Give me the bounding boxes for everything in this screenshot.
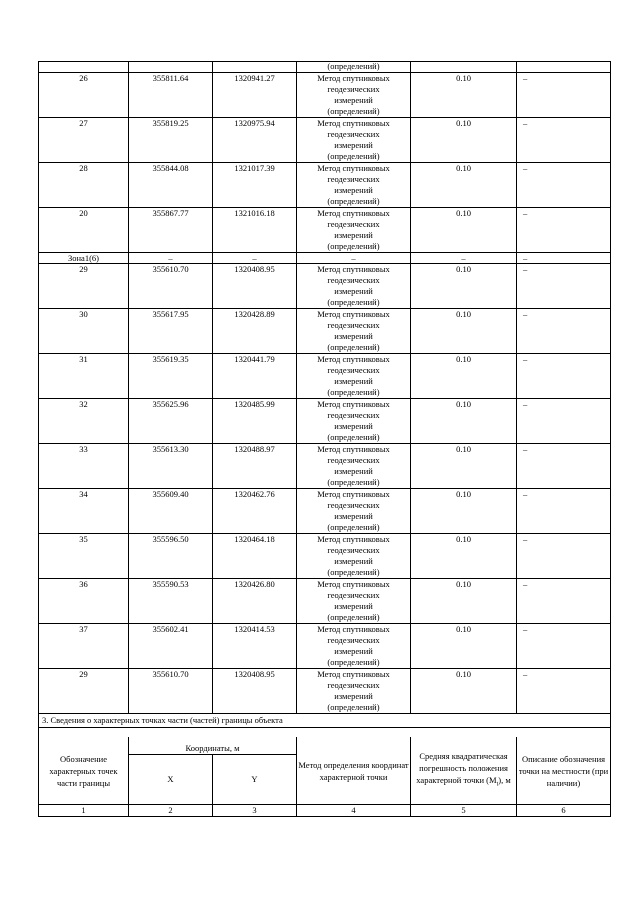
- accuracy-cell: 0.10: [411, 399, 517, 444]
- y-coordinate-cell: 1320488.97: [213, 444, 297, 489]
- x-coordinate-cell: 355590.53: [129, 579, 213, 624]
- point-number-cell: 26: [39, 73, 129, 118]
- x-coordinate-cell: 355602.41: [129, 624, 213, 669]
- table-row: [39, 579, 611, 624]
- table-row: [39, 208, 611, 253]
- accuracy-cell: 0.10: [411, 264, 517, 309]
- point-number-cell: 33: [39, 444, 129, 489]
- method-cell: [297, 444, 411, 489]
- method-cell: [297, 163, 411, 208]
- method-line: геодезических: [327, 275, 380, 285]
- description-cell: –: [517, 444, 611, 489]
- method-line: измерений: [334, 185, 373, 195]
- method-cell: [297, 624, 411, 669]
- zone-label: Зона1(6): [39, 253, 129, 264]
- description-cell: –: [517, 73, 611, 118]
- method-line: Метод спутниковых: [317, 118, 390, 128]
- method-line: измерений: [334, 556, 373, 566]
- point-number-cell: 30: [39, 309, 129, 354]
- method-cell: [297, 264, 411, 309]
- method-line: (определений): [327, 151, 380, 161]
- header-y: Y: [213, 755, 297, 805]
- x-coordinate-cell: 355619.35: [129, 354, 213, 399]
- column-number: 6: [517, 805, 611, 817]
- y-coordinate-cell: 1320485.99: [213, 399, 297, 444]
- y-coordinate-cell: 1320426.80: [213, 579, 297, 624]
- header-point-designation: Обозначение характерных точек части границы: [39, 737, 129, 805]
- x-coordinate-cell: 355867.77: [129, 208, 213, 253]
- x-coordinate-cell: 355617.95: [129, 309, 213, 354]
- accuracy-cell: 0.10: [411, 309, 517, 354]
- method-line: (определений): [327, 657, 380, 667]
- method-cell: [297, 669, 411, 714]
- method-cell: [297, 399, 411, 444]
- method-line: измерений: [334, 376, 373, 386]
- method-line: геодезических: [327, 174, 380, 184]
- method-line: (определений): [327, 702, 380, 712]
- method-line: геодезических: [327, 365, 380, 375]
- point-number-cell: 29: [39, 669, 129, 714]
- x-coordinate-cell: 355819.25: [129, 118, 213, 163]
- table-row: [39, 163, 611, 208]
- method-line: (определений): [327, 297, 380, 307]
- table-row: [39, 624, 611, 669]
- point-number-cell: 34: [39, 489, 129, 534]
- method-line: измерений: [334, 511, 373, 521]
- y-coordinate-cell: 1321017.39: [213, 163, 297, 208]
- method-line: геодезических: [327, 84, 380, 94]
- column-number: 2: [129, 805, 213, 817]
- table-row: [39, 264, 611, 309]
- point-number-cell: 31: [39, 354, 129, 399]
- x-coordinate-cell: 355609.40: [129, 489, 213, 534]
- method-line: (определений): [327, 387, 380, 397]
- method-line: Метод спутниковых: [317, 264, 390, 274]
- method-cell: [297, 534, 411, 579]
- method-line: Метод спутниковых: [317, 489, 390, 499]
- x-coordinate-cell: 355596.50: [129, 534, 213, 579]
- method-line: измерений: [334, 230, 373, 240]
- header-method: Метод определения координат характерной точки: [297, 737, 411, 805]
- table-row: [39, 309, 611, 354]
- accuracy-cell: 0.10: [411, 669, 517, 714]
- method-line: (определений): [327, 567, 380, 577]
- description-cell: –: [517, 354, 611, 399]
- x-coordinate-cell: 355610.70: [129, 264, 213, 309]
- y-coordinate-cell: 1320441.79: [213, 354, 297, 399]
- zone-dash: –: [213, 253, 297, 264]
- accuracy-cell: 0.10: [411, 534, 517, 579]
- method-cell: [297, 73, 411, 118]
- x-coordinate-cell: 355613.30: [129, 444, 213, 489]
- method-line: Метод спутниковых: [317, 163, 390, 173]
- method-line: геодезических: [327, 590, 380, 600]
- method-line: (определений): [327, 241, 380, 251]
- method-line: Метод спутниковых: [317, 444, 390, 454]
- x-coordinate-cell: 355610.70: [129, 669, 213, 714]
- method-cell: [297, 579, 411, 624]
- method-cell: [297, 118, 411, 163]
- method-line: Метод спутниковых: [317, 399, 390, 409]
- method-line: (определений): [327, 432, 380, 442]
- description-cell: –: [517, 399, 611, 444]
- method-cell: [297, 208, 411, 253]
- method-cell: (определений): [297, 62, 411, 73]
- description-cell: –: [517, 309, 611, 354]
- method-line: геодезических: [327, 680, 380, 690]
- y-coordinate-cell: 1320428.89: [213, 309, 297, 354]
- table-row: [39, 354, 611, 399]
- header-accuracy: Средняя квадратическая погрешность положения характерной точки $(M_t)$, м: [411, 737, 517, 805]
- y-coordinate-cell: 1320414.53: [213, 624, 297, 669]
- y-coordinate-cell: 1320408.95: [213, 669, 297, 714]
- method-line: измерений: [334, 466, 373, 476]
- y-coordinate-cell: 1320464.18: [213, 534, 297, 579]
- method-line: (определений): [327, 522, 380, 532]
- method-line: геодезических: [327, 635, 380, 645]
- method-line: измерений: [334, 95, 373, 105]
- description-cell: –: [517, 534, 611, 579]
- point-number-cell: 27: [39, 118, 129, 163]
- accuracy-cell: 0.10: [411, 444, 517, 489]
- method-line: геодезических: [327, 219, 380, 229]
- point-number-cell: 37: [39, 624, 129, 669]
- section-title: 3. Сведения о характерных точках части (частей) границы объекта: [39, 714, 611, 728]
- description-cell: –: [517, 489, 611, 534]
- method-line: (определений): [327, 612, 380, 622]
- x-coordinate-cell: 355844.08: [129, 163, 213, 208]
- table-row: [39, 444, 611, 489]
- method-line: Метод спутниковых: [317, 309, 390, 319]
- method-cell: [297, 309, 411, 354]
- method-line: геодезических: [327, 455, 380, 465]
- column-number: 5: [411, 805, 517, 817]
- table-row: [39, 399, 611, 444]
- method-line: геодезических: [327, 545, 380, 555]
- method-line: (определений): [327, 342, 380, 352]
- zone-row: [39, 253, 611, 264]
- accuracy-cell: 0.10: [411, 354, 517, 399]
- method-line: измерений: [334, 691, 373, 701]
- zone-dash: –: [129, 253, 213, 264]
- zone-dash: –: [297, 253, 411, 264]
- accuracy-cell: 0.10: [411, 208, 517, 253]
- table-row: [39, 73, 611, 118]
- point-number-cell: 20: [39, 208, 129, 253]
- method-line: (определений): [327, 477, 380, 487]
- method-line: измерений: [334, 140, 373, 150]
- method-cell: [297, 354, 411, 399]
- method-line: измерений: [334, 331, 373, 341]
- accuracy-cell: 0.10: [411, 73, 517, 118]
- method-line: измерений: [334, 286, 373, 296]
- header-coordinates: Координаты, м: [129, 737, 297, 755]
- method-line: Метод спутниковых: [317, 354, 390, 364]
- accuracy-cell: 0.10: [411, 624, 517, 669]
- method-line: измерений: [334, 646, 373, 656]
- column-number: 1: [39, 805, 129, 817]
- description-cell: –: [517, 118, 611, 163]
- method-line: (определений): [327, 106, 380, 116]
- description-cell: –: [517, 208, 611, 253]
- description-cell: –: [517, 264, 611, 309]
- table-row: [39, 118, 611, 163]
- method-line: (определений): [327, 196, 380, 206]
- coordinates-table: [38, 61, 611, 817]
- method-line: геодезических: [327, 320, 380, 330]
- method-line: измерений: [334, 601, 373, 611]
- zone-dash: –: [411, 253, 517, 264]
- y-coordinate-cell: 1320408.95: [213, 264, 297, 309]
- method-line: Метод спутниковых: [317, 624, 390, 634]
- method-line: Метод спутниковых: [317, 208, 390, 218]
- y-coordinate-cell: 1321016.18: [213, 208, 297, 253]
- zone-dash: –: [517, 253, 611, 264]
- accuracy-cell: 0.10: [411, 118, 517, 163]
- method-line: геодезических: [327, 500, 380, 510]
- method-line: Метод спутниковых: [317, 669, 390, 679]
- point-number-cell: 32: [39, 399, 129, 444]
- method-line: геодезических: [327, 129, 380, 139]
- continued-row: [39, 62, 611, 73]
- header-description: Описание обозначения точки на местности (при наличии): [517, 737, 611, 805]
- description-cell: –: [517, 669, 611, 714]
- column-numbers-row: [39, 805, 611, 817]
- column-number: 4: [297, 805, 411, 817]
- point-number-cell: 29: [39, 264, 129, 309]
- table-row: [39, 489, 611, 534]
- method-cell: [297, 489, 411, 534]
- y-coordinate-cell: 1320975.94: [213, 118, 297, 163]
- point-number-cell: 28: [39, 163, 129, 208]
- description-cell: –: [517, 579, 611, 624]
- y-coordinate-cell: 1320462.76: [213, 489, 297, 534]
- point-number-cell: 36: [39, 579, 129, 624]
- accuracy-cell: 0.10: [411, 163, 517, 208]
- header-x: X: [129, 755, 213, 805]
- table-row: [39, 534, 611, 579]
- method-line: Метод спутниковых: [317, 73, 390, 83]
- description-cell: –: [517, 163, 611, 208]
- method-line: Метод спутниковых: [317, 534, 390, 544]
- accuracy-cell: 0.10: [411, 489, 517, 534]
- column-number: 3: [213, 805, 297, 817]
- x-coordinate-cell: 355625.96: [129, 399, 213, 444]
- method-line: геодезических: [327, 410, 380, 420]
- description-cell: –: [517, 624, 611, 669]
- table-row: [39, 669, 611, 714]
- point-number-cell: 35: [39, 534, 129, 579]
- method-line: Метод спутниковых: [317, 579, 390, 589]
- x-coordinate-cell: 355811.64: [129, 73, 213, 118]
- method-line: измерений: [334, 421, 373, 431]
- y-coordinate-cell: 1320941.27: [213, 73, 297, 118]
- accuracy-cell: 0.10: [411, 579, 517, 624]
